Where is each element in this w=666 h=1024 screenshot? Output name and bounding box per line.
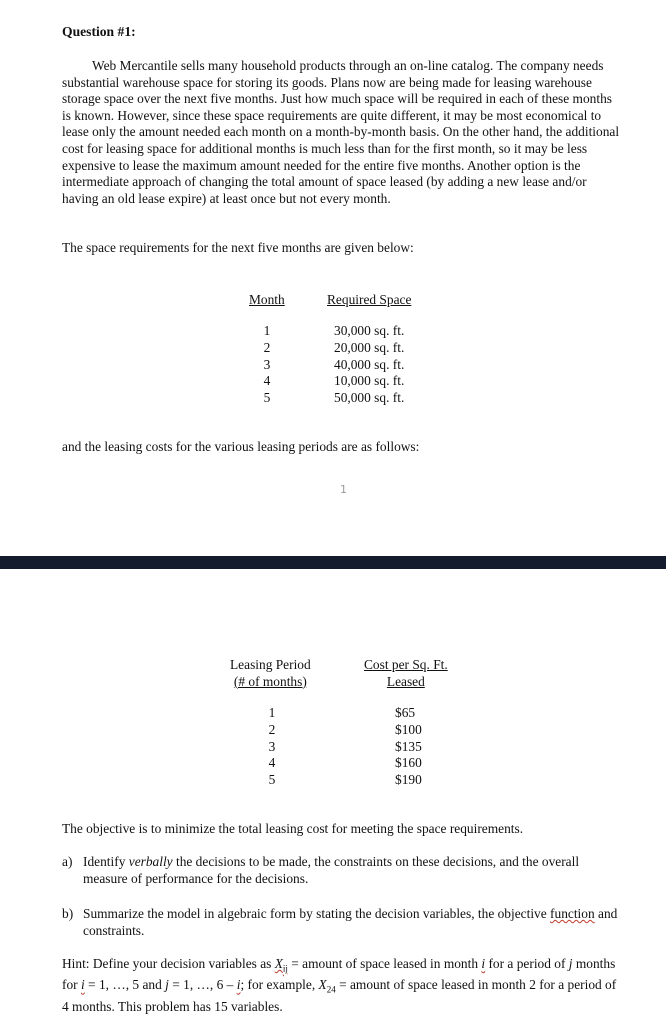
month-cell: 4	[263, 373, 271, 389]
part-b-text: Summarize the model in algebraic form by stating the decision variables, the objective function and constraints.	[83, 906, 618, 938]
document-page-2	[0, 569, 666, 1024]
page-number: 1	[340, 483, 347, 496]
cost-header	[364, 657, 448, 690]
period-cell: 1	[268, 705, 276, 720]
cost-header-line2: Leased	[386, 673, 425, 689]
period-cell: 5	[268, 772, 276, 788]
required-space-header: Required Space	[327, 292, 412, 307]
part-b-label: b)	[62, 906, 74, 921]
month-cell: 3	[263, 356, 271, 372]
space-column	[334, 323, 404, 407]
cost-header-line1: Cost per Sq. Ft.	[364, 657, 448, 672]
objective-text: The objective is to minimize the total leasing cost for meeting the space requirements.	[62, 821, 524, 836]
month-column	[260, 323, 274, 407]
question-part-b	[62, 906, 627, 939]
page-divider	[0, 556, 666, 569]
cost-column	[395, 705, 422, 789]
cost-cell: $160	[395, 755, 422, 771]
leasing-period-header	[230, 657, 311, 690]
part-a-text: Identify verbally the decisions to be made, the constraints on these decisions, and the overall measure of performance for the decisions.	[83, 854, 580, 886]
space-intro-text: The space requirements for the next five months are given below:	[62, 240, 414, 255]
cost-cell: $190	[395, 772, 422, 788]
period-cell: 2	[268, 721, 276, 737]
space-cell: 50,000 sq. ft.	[334, 390, 405, 406]
part-a-label: a)	[62, 854, 73, 869]
month-cell: 1	[263, 323, 271, 338]
cost-cell: $65	[395, 705, 416, 720]
question-part-a	[62, 854, 627, 887]
leasing-period-header-line2: (# of months)	[233, 673, 307, 689]
space-cell: 20,000 sq. ft.	[334, 339, 405, 355]
cost-cell: $135	[395, 738, 422, 754]
space-cell: 10,000 sq. ft.	[334, 373, 405, 389]
month-header: Month	[249, 292, 285, 307]
space-cell: 40,000 sq. ft.	[334, 356, 405, 372]
hint-paragraph: Hint: Define your decision variables as $X_{ij}$ = amount of space leased in month i for a period of j months for i = 1, …, 5 and j = 1, …, 6 – i; for example, $X_{24}$ = amount of space leased in month 2 for a period of 4 months. This problem has 15 variables.	[62, 956, 617, 1014]
lease-intro-text: and the leasing costs for the various leasing periods are as follows:	[62, 439, 420, 454]
spellcheck-word: function	[550, 906, 595, 921]
period-cell: 3	[268, 738, 276, 754]
cost-cell: $100	[395, 721, 422, 737]
month-cell: 2	[263, 339, 271, 355]
intro-paragraph: Web Mercantile sells many household products through an on-line catalog. The company needs substantial warehouse space for storing its goods. Plans now are being made for leasing warehouse storage space over the next five months. Just how much space will be required in each of these months is known. However, since these space requirements are quite different, it may be most economical to lease only the amount needed each month on a month-by-month basis. On the other hand, the additional cost for leasing space for additional months is much less than for the first month, so it may be less expensive to lease the maximum amount needed for the entire five months. Another option is the intermediate approach of changing the total amount of space leased (by adding a new lease and/or having an old lease expire) at least once but not every month.	[62, 58, 620, 206]
period-column	[265, 705, 279, 789]
leasing-period-header-line1: Leasing Period	[230, 657, 311, 672]
period-cell: 4	[268, 755, 276, 771]
question-title: Question #1:	[62, 24, 136, 39]
space-cell: 30,000 sq. ft.	[334, 323, 405, 338]
month-cell: 5	[263, 390, 271, 406]
